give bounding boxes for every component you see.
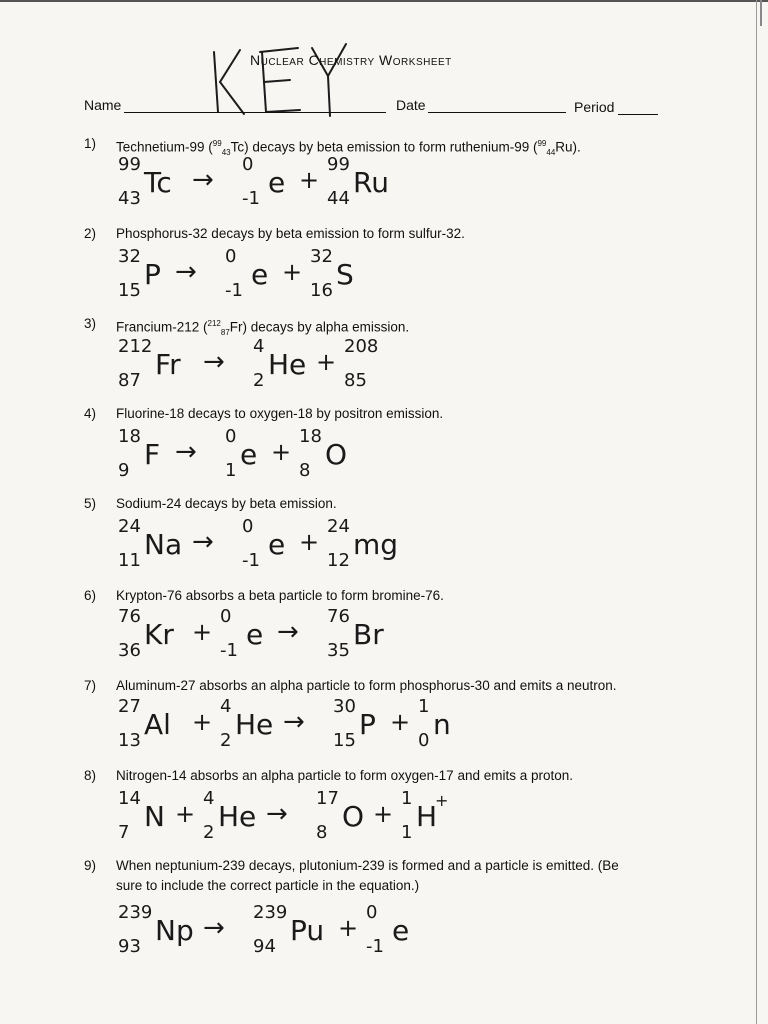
answer-svg xyxy=(108,424,528,484)
question-number: 7) xyxy=(84,678,97,693)
nuclide xyxy=(118,788,165,843)
mass-number: 18 xyxy=(299,426,322,447)
element-symbol: Br xyxy=(353,618,384,651)
nuclide xyxy=(242,154,285,209)
element-symbol: P xyxy=(359,708,376,741)
question-text: Aluminum-27 absorbs an alpha particle to form phosphorus-30 and emits a neutron. xyxy=(116,678,617,693)
mass-number: 18 xyxy=(118,426,141,447)
nuclide xyxy=(118,516,182,571)
answer-svg xyxy=(108,334,528,394)
mass-number: 4 xyxy=(253,336,265,357)
plus-sign: + xyxy=(299,528,320,556)
scan-artifact xyxy=(760,0,762,26)
nuclide xyxy=(220,606,263,661)
nuclide xyxy=(225,426,257,481)
mass-number: 212 xyxy=(207,319,221,328)
question-number: 3) xyxy=(84,316,97,331)
nuclide xyxy=(310,246,354,301)
nuclide xyxy=(118,696,171,751)
element-symbol: e xyxy=(240,438,258,471)
page-edge xyxy=(756,0,757,1024)
nuclide xyxy=(253,336,306,391)
mass-number: 239 xyxy=(253,902,288,923)
element-symbol: Pu xyxy=(290,914,325,947)
plus-sign: + xyxy=(282,258,303,286)
mass-number: 1 xyxy=(418,696,430,717)
atomic-number: -1 xyxy=(242,550,260,571)
mass-number: 239 xyxy=(118,902,153,923)
nuclide xyxy=(220,696,273,751)
plus-sign: + xyxy=(175,800,196,828)
atomic-number: 44 xyxy=(327,188,350,209)
answer-equation-6 xyxy=(108,604,528,664)
question-number: 4) xyxy=(84,406,97,421)
element-symbol: F xyxy=(144,438,161,471)
mass-number: 4 xyxy=(220,696,232,717)
atomic-number: 2 xyxy=(220,730,232,751)
element-symbol: H xyxy=(416,800,438,833)
atomic-number: 43 xyxy=(221,148,231,158)
nuclide xyxy=(225,246,268,301)
element-symbol: e xyxy=(392,914,410,947)
element-symbol: He xyxy=(235,708,274,741)
nuclide xyxy=(366,902,409,957)
atomic-number: 16 xyxy=(310,280,333,301)
plus-sign: + xyxy=(192,618,213,646)
plus-sign: + xyxy=(192,708,213,736)
mass-number: 32 xyxy=(310,246,333,267)
reaction-arrow: → xyxy=(283,707,305,737)
element-symbol: N xyxy=(144,800,165,833)
mass-number: 0 xyxy=(242,154,254,175)
atomic-number: 15 xyxy=(333,730,356,751)
answer-svg xyxy=(108,244,528,304)
mass-number: 24 xyxy=(327,516,350,537)
answer-svg xyxy=(108,604,528,664)
period-label: Period xyxy=(574,99,615,115)
mass-number: 99 xyxy=(212,139,222,148)
element-symbol: e xyxy=(246,618,264,651)
mass-number: 24 xyxy=(118,516,141,537)
answer-svg xyxy=(108,900,528,960)
element-symbol: S xyxy=(336,258,354,291)
reaction-arrow: → xyxy=(203,347,225,377)
question-text: Phosphorus-32 decays by beta emission to form sulfur-32. xyxy=(116,226,465,241)
element-symbol: e xyxy=(268,528,286,561)
mass-number: 208 xyxy=(344,336,379,357)
question-number: 2) xyxy=(84,226,97,241)
element-symbol: Kr xyxy=(144,618,174,651)
element-symbol: Ru xyxy=(353,166,389,199)
reaction-arrow: → xyxy=(277,617,299,647)
question-number: 1) xyxy=(84,136,97,151)
mass-number: 212 xyxy=(118,336,153,357)
atomic-number: 12 xyxy=(327,550,350,571)
question-text: Fluorine-18 decays to oxygen-18 by positron emission. xyxy=(116,406,444,421)
atomic-number: 44 xyxy=(546,148,556,158)
reaction-arrow: → xyxy=(175,437,197,467)
question-text: Nitrogen-14 absorbs an alpha particle to form oxygen-17 and emits a proton. xyxy=(116,768,574,783)
atomic-number: -1 xyxy=(225,280,243,301)
answer-equation-5 xyxy=(108,514,528,574)
reaction-arrow: → xyxy=(203,913,225,943)
name-field-line[interactable] xyxy=(124,112,386,113)
nuclide xyxy=(418,696,451,751)
answer-svg xyxy=(108,786,528,846)
atomic-number: 2 xyxy=(253,370,265,391)
plus-sign: + xyxy=(373,800,394,828)
atomic-number: 35 xyxy=(327,640,350,661)
reaction-arrow: → xyxy=(175,257,197,287)
mass-number: 32 xyxy=(118,246,141,267)
answer-equation-4 xyxy=(108,424,528,484)
mass-number: 17 xyxy=(316,788,339,809)
element-symbol: P xyxy=(144,258,161,291)
nuclide xyxy=(118,606,174,661)
nuclide xyxy=(118,336,181,391)
mass-number: 14 xyxy=(118,788,141,809)
element-symbol: Al xyxy=(144,708,171,741)
element-symbol: O xyxy=(342,800,365,833)
text-part: Technetium-99 ( xyxy=(116,139,213,155)
nuclide xyxy=(327,516,398,571)
plus-sign: + xyxy=(271,438,292,466)
element-symbol: O xyxy=(325,438,348,471)
answer-equation-3 xyxy=(108,334,528,394)
nuclide xyxy=(253,902,324,957)
question-number: 9) xyxy=(84,858,97,873)
atomic-number: 94 xyxy=(253,936,276,957)
nuclide xyxy=(118,154,172,209)
atomic-number: 1 xyxy=(401,822,413,843)
mass-number: 4 xyxy=(203,788,215,809)
atomic-number: 8 xyxy=(299,460,311,481)
atomic-number: 93 xyxy=(118,936,141,957)
reaction-arrow: → xyxy=(192,165,214,195)
mass-number: 76 xyxy=(327,606,350,627)
answer-equation-1 xyxy=(108,152,528,212)
element-symbol: n xyxy=(433,708,451,741)
mass-number: 30 xyxy=(333,696,356,717)
atomic-number: 15 xyxy=(118,280,141,301)
atomic-number: 7 xyxy=(118,822,130,843)
date-label: Date xyxy=(396,97,426,113)
question-text: Krypton-76 absorbs a beta particle to form bromine-76. xyxy=(116,588,444,603)
text-part: Francium-212 ( xyxy=(116,319,208,335)
top-border xyxy=(0,0,768,2)
mass-number: 0 xyxy=(220,606,232,627)
atomic-number: -1 xyxy=(366,936,384,957)
nuclide xyxy=(316,788,364,843)
atomic-number: 87 xyxy=(118,370,141,391)
plus-sign: + xyxy=(299,166,320,194)
atomic-number: 85 xyxy=(344,370,367,391)
text-part: Fr) decays by alpha emission. xyxy=(229,319,410,335)
mass-number: 0 xyxy=(225,426,237,447)
atomic-number: 11 xyxy=(118,550,141,571)
nuclide xyxy=(401,788,448,843)
element-symbol: Na xyxy=(144,528,183,561)
question-number: 6) xyxy=(84,588,97,603)
mass-number: 99 xyxy=(118,154,141,175)
worksheet-title: Nuclear Chemistry Worksheet xyxy=(250,52,452,68)
reaction-arrow: → xyxy=(192,527,214,557)
atomic-number: 0 xyxy=(418,730,430,751)
mass-number: 76 xyxy=(118,606,141,627)
element-symbol: mg xyxy=(353,528,399,561)
atomic-number: 2 xyxy=(203,822,215,843)
mass-number: 0 xyxy=(225,246,237,267)
atomic-number: 1 xyxy=(225,460,237,481)
mass-number: 0 xyxy=(366,902,378,923)
question-number: 5) xyxy=(84,496,97,511)
element-symbol: He xyxy=(218,800,257,833)
element-symbol: He xyxy=(268,348,307,381)
atomic-number: 13 xyxy=(118,730,141,751)
reaction-arrow: → xyxy=(266,799,288,829)
nuclide xyxy=(118,902,194,957)
mass-number: 27 xyxy=(118,696,141,717)
atomic-number: 43 xyxy=(118,188,141,209)
nuclide xyxy=(118,426,160,481)
plus-sign: + xyxy=(390,708,411,736)
text-part: Tc) decays by beta emission to form ruthenium-99 ( xyxy=(230,139,538,155)
atomic-number: 36 xyxy=(118,640,141,661)
element-symbol: Np xyxy=(155,914,194,947)
answer-svg xyxy=(108,152,528,212)
answer-equation-8 xyxy=(108,786,528,846)
nuclide xyxy=(333,696,376,751)
name-label: Name xyxy=(84,97,122,113)
element-symbol: e xyxy=(251,258,269,291)
answer-equation-7 xyxy=(108,694,528,754)
nuclide xyxy=(299,426,347,481)
nuclide xyxy=(327,154,389,209)
atomic-number: 8 xyxy=(316,822,328,843)
key-label: KEY xyxy=(200,40,203,41)
mass-number: 99 xyxy=(327,154,350,175)
text-part: Ru). xyxy=(555,139,581,155)
atomic-number: -1 xyxy=(220,640,238,661)
answer-equation-9 xyxy=(108,900,528,960)
mass-number: 99 xyxy=(537,139,547,148)
date-field-line[interactable] xyxy=(428,112,566,113)
nuclide xyxy=(344,336,378,391)
element-symbol: e xyxy=(268,166,286,199)
atomic-number: -1 xyxy=(242,188,260,209)
element-symbol: Fr xyxy=(155,348,181,381)
atomic-number: 87 xyxy=(220,328,230,338)
nuclide xyxy=(203,788,256,843)
plus-sign: + xyxy=(316,348,337,376)
nuclide xyxy=(118,246,161,301)
answer-svg xyxy=(108,694,528,754)
charge-sign: + xyxy=(435,791,449,810)
answer-svg xyxy=(108,514,528,574)
nuclide xyxy=(327,606,384,661)
mass-number: 1 xyxy=(401,788,413,809)
answer-equation-2 xyxy=(108,244,528,304)
mass-number: 0 xyxy=(242,516,254,537)
question-number: 8) xyxy=(84,768,97,783)
element-symbol: Tc xyxy=(144,166,172,199)
period-field-line[interactable] xyxy=(618,114,658,115)
plus-sign: + xyxy=(338,914,359,942)
question-text: When neptunium-239 decays, plutonium-239 is formed and a particle is emitted. (Be sure to include the correct particle in the equation.) xyxy=(116,858,619,893)
atomic-number: 9 xyxy=(118,460,130,481)
nuclide xyxy=(242,516,285,571)
question-text: Sodium-24 decays by beta emission. xyxy=(116,496,337,511)
